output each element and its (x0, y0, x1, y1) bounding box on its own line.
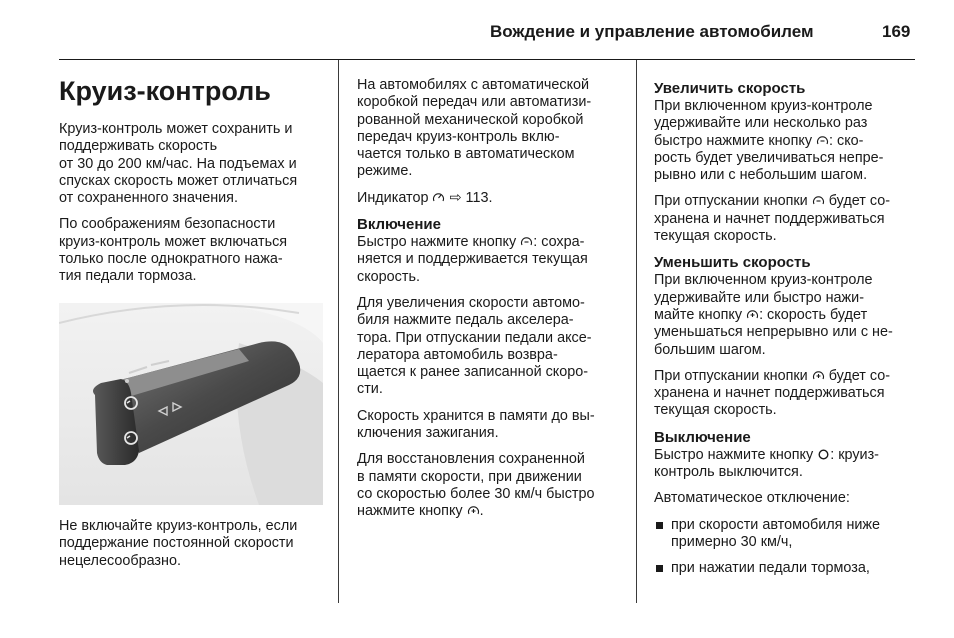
increase-paragraph: При включенном круиз-контроле удерживайте или несколько раз быстро нажмите кнопку : ско- рость будет увеличиваться непре- рывно или с небольшим шагом. (654, 98, 884, 184)
column-3 (654, 80, 924, 587)
automatic-gearbox-paragraph: На автомобилях с автоматической коробкой передач или автоматизи- рованной механической коробкой передач круиз-контроль вклю- чается только в автоматическом режиме. (357, 77, 592, 180)
resume-plus-button-icon (746, 309, 759, 320)
restore-paragraph: Для восстановления сохраненной в памяти скорости, при движении со скоростью более 30 км/ч быстро нажмите кнопку . (357, 451, 595, 520)
cruise-control-indicator-icon (432, 192, 445, 203)
column-1 (59, 121, 329, 295)
bullet-square-icon (656, 565, 663, 572)
switch-off-paragraph: Быстро нажмите кнопку : круиз- контроль выключится. (654, 446, 879, 481)
safety-paragraph: По соображениям безопасности круиз-контроль может включаться только после однократного нажа- тия педали тормоза. (59, 216, 288, 285)
heading-switch-on: Включение (357, 216, 441, 234)
column-2 (357, 77, 627, 530)
page-number: 169 (882, 22, 911, 41)
set-minus-button-icon (816, 135, 829, 146)
increase-release-paragraph: При отпускании кнопки будет со- хранена и начнет поддерживаться текущая скорость. (654, 193, 891, 245)
off-button-circle-icon (817, 449, 830, 460)
intro-paragraph: Круиз-контроль может сохранить и поддерживать скорость от 30 до 200 км/час. На подъемах и спусках скорость может отличаться от сохраненного значения. (59, 121, 298, 207)
resume-plus-button-icon (467, 505, 480, 516)
list-item: при нажатии педали тормоза, (654, 560, 924, 577)
accelerator-paragraph: Для увеличения скорости автомо- биля нажмите педаль акселера- тора. При отпускании педали аксе- лератора автомобиль возвра- щается к ранее записанной скоро- сти. (357, 294, 592, 398)
page-reference-arrow-icon: ⇨ (449, 189, 462, 206)
set-minus-button-icon (812, 195, 825, 206)
decrease-release-paragraph: При отпускании кнопки будет со- хранена и начнет поддерживаться текущая скорость. (654, 367, 891, 419)
resume-plus-button-icon (812, 370, 825, 381)
heading-switch-off: Выключение (654, 428, 751, 446)
auto-off-label: Автоматическое отключение: (654, 490, 850, 507)
indicator-reference: Индикатор ⇨ 113. (357, 189, 493, 206)
page-header-title: Вождение и управление автомобилем (490, 22, 814, 41)
warning-paragraph: Не включайте круиз-контроль, если поддержание постоянной скорости нецелесообразно. (59, 518, 298, 569)
heading-decrease-speed: Уменьшить скорость (654, 254, 811, 272)
switch-on-paragraph: Быстро нажмите кнопку : сохра- няется и поддерживается текущая скорость. (357, 234, 588, 285)
cruise-control-lever-illustration (59, 303, 323, 505)
column-divider-1 (338, 60, 339, 603)
decrease-paragraph: При включенном круиз-контроле удерживайте или быстро нажи- майте кнопку : скорость будет уменьшаться непрерывно или с не- большим шагом. (654, 272, 893, 358)
heading-increase-speed: Увеличить скорость (654, 80, 806, 97)
bullet-square-icon (656, 522, 663, 529)
column-divider-2 (636, 60, 637, 603)
set-minus-button-icon (520, 236, 533, 247)
list-item: при скорости автомобиля ниже примерно 30 км/ч, (654, 517, 924, 552)
column-1-bottom (59, 518, 329, 579)
memory-paragraph: Скорость хранится в памяти до вы- ключения зажигания. (357, 407, 595, 442)
header-rule (59, 59, 915, 60)
section-title: Круиз-контроль (59, 76, 271, 106)
